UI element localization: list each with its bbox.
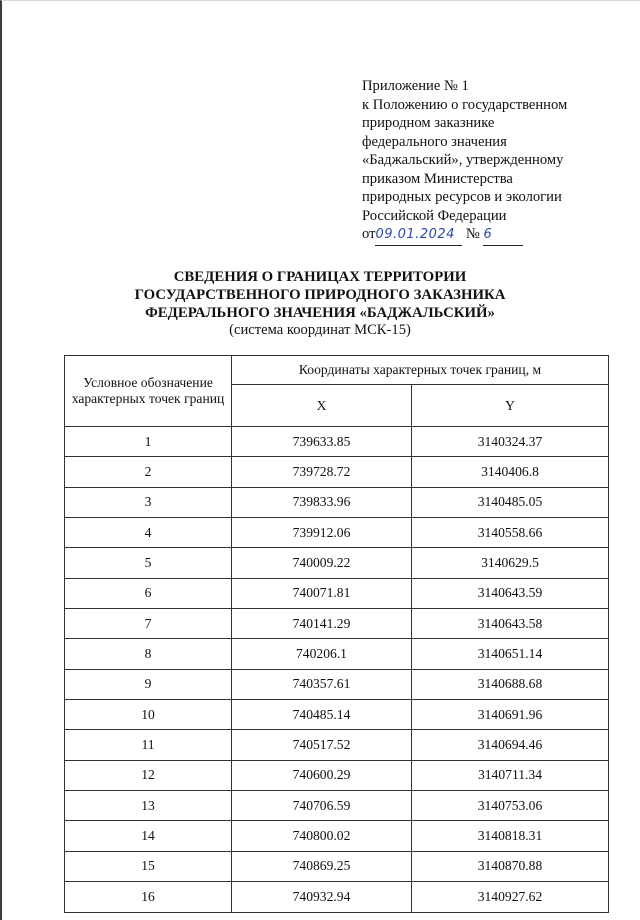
- y-coordinate-cell: 3140753.06: [412, 791, 609, 821]
- x-coordinate-cell: 740141.29: [232, 609, 412, 639]
- appendix-line: к Положению о государственном: [362, 96, 568, 113]
- point-number-cell: 13: [65, 791, 232, 821]
- y-coordinate-cell: 3140927.62: [412, 882, 609, 912]
- coordinates-table: [64, 355, 609, 913]
- table-row: [65, 882, 609, 912]
- table-row: [65, 821, 609, 851]
- table-body: [65, 427, 609, 913]
- y-coordinate-cell: 3140711.34: [412, 760, 609, 790]
- table-row: [65, 851, 609, 881]
- point-number-cell: 2: [65, 457, 232, 487]
- order-date: 09.01.2024: [375, 227, 455, 242]
- table-row: [65, 760, 609, 790]
- x-coordinate-cell: 740706.59: [232, 791, 412, 821]
- appendix-block: [362, 77, 632, 246]
- point-number-cell: 5: [65, 548, 232, 578]
- point-number-cell: 9: [65, 669, 232, 699]
- point-number-cell: 1: [65, 427, 232, 457]
- x-coordinate-cell: 740600.29: [232, 760, 412, 790]
- coordinate-system-note: (система координат МСК-15): [229, 322, 411, 338]
- point-number-cell: 12: [65, 760, 232, 790]
- y-coordinate-cell: 3140870.88: [412, 851, 609, 881]
- table-row: [65, 548, 609, 578]
- y-coordinate-cell: 3140691.96: [412, 700, 609, 730]
- x-coordinate-cell: 740009.22: [232, 548, 412, 578]
- x-coordinate-cell: 739833.96: [232, 487, 412, 517]
- y-coordinate-cell: 3140324.37: [412, 427, 609, 457]
- y-coordinate-cell: 3140643.58: [412, 609, 609, 639]
- x-coordinate-cell: 740485.14: [232, 700, 412, 730]
- order-prefix: от: [362, 226, 376, 242]
- appendix-line: приказом Министерства: [362, 170, 513, 187]
- y-coordinate-cell: 3140651.14: [412, 639, 609, 669]
- title-line: СВЕДЕНИЯ О ГРАНИЦАХ ТЕРРИТОРИИ: [173, 269, 467, 285]
- x-coordinate-cell: 740800.02: [232, 821, 412, 851]
- table-row: [65, 518, 609, 548]
- point-number-cell: 11: [65, 730, 232, 760]
- header-coordinates: Координаты характерных точек границ, м: [232, 356, 609, 385]
- x-coordinate-cell: 739728.72: [232, 457, 412, 487]
- x-coordinate-cell: 739633.85: [232, 427, 412, 457]
- table-row: [65, 791, 609, 821]
- order-number-label: №: [465, 226, 480, 242]
- point-number-cell: 3: [65, 487, 232, 517]
- point-number-cell: 6: [65, 578, 232, 608]
- appendix-line: «Баджальский», утвержденному: [362, 152, 564, 168]
- x-coordinate-cell: 740071.81: [232, 578, 412, 608]
- y-coordinate-cell: 3140694.46: [412, 730, 609, 760]
- header-point: Условное обозначение характерных точек границ: [65, 356, 232, 427]
- point-number-cell: 4: [65, 518, 232, 548]
- table-row: [65, 700, 609, 730]
- x-coordinate-cell: 740517.52: [232, 730, 412, 760]
- table-row: [65, 730, 609, 760]
- y-coordinate-cell: 3140643.59: [412, 578, 609, 608]
- table-row: [65, 609, 609, 639]
- x-coordinate-cell: 740932.94: [232, 882, 412, 912]
- order-number-field: [483, 225, 523, 246]
- order-date-field: [375, 225, 462, 246]
- appendix-line: природных ресурсов и экологии: [362, 189, 562, 205]
- header-x: X: [232, 385, 412, 427]
- table-row: [65, 669, 609, 699]
- y-coordinate-cell: 3140558.66: [412, 518, 609, 548]
- header-y: Y: [412, 385, 609, 427]
- title-line: ФЕДЕРАЛЬНОГО ЗНАЧЕНИЯ «БАДЖАЛЬСКИЙ»: [145, 305, 495, 321]
- appendix-line: федерального значения: [362, 133, 507, 150]
- appendix-line: Российской Федерации: [362, 207, 507, 224]
- y-coordinate-cell: 3140629.5: [412, 548, 609, 578]
- point-number-cell: 15: [65, 851, 232, 881]
- order-number: 6: [483, 227, 493, 242]
- document-title: [70, 268, 570, 322]
- x-coordinate-cell: 740357.61: [232, 669, 412, 699]
- point-number-cell: 7: [65, 609, 232, 639]
- y-coordinate-cell: 3140485.05: [412, 487, 609, 517]
- order-line: [362, 225, 632, 246]
- title-line: ГОСУДАРСТВЕННОГО ПРИРОДНОГО ЗАКАЗНИКА: [134, 287, 506, 303]
- point-number-cell: 14: [65, 821, 232, 851]
- table-row: [65, 427, 609, 457]
- y-coordinate-cell: 3140818.31: [412, 821, 609, 851]
- point-number-cell: 16: [65, 882, 232, 912]
- appendix-number: Приложение № 1: [362, 78, 469, 94]
- table-row: [65, 639, 609, 669]
- table-row: [65, 578, 609, 608]
- appendix-line: природном заказнике: [362, 115, 495, 131]
- y-coordinate-cell: 3140406.8: [412, 457, 609, 487]
- point-number-cell: 8: [65, 639, 232, 669]
- y-coordinate-cell: 3140688.68: [412, 669, 609, 699]
- table-row: [65, 487, 609, 517]
- x-coordinate-cell: 739912.06: [232, 518, 412, 548]
- x-coordinate-cell: 740869.25: [232, 851, 412, 881]
- table-row: [65, 457, 609, 487]
- x-coordinate-cell: 740206.1: [232, 639, 412, 669]
- point-number-cell: 10: [65, 700, 232, 730]
